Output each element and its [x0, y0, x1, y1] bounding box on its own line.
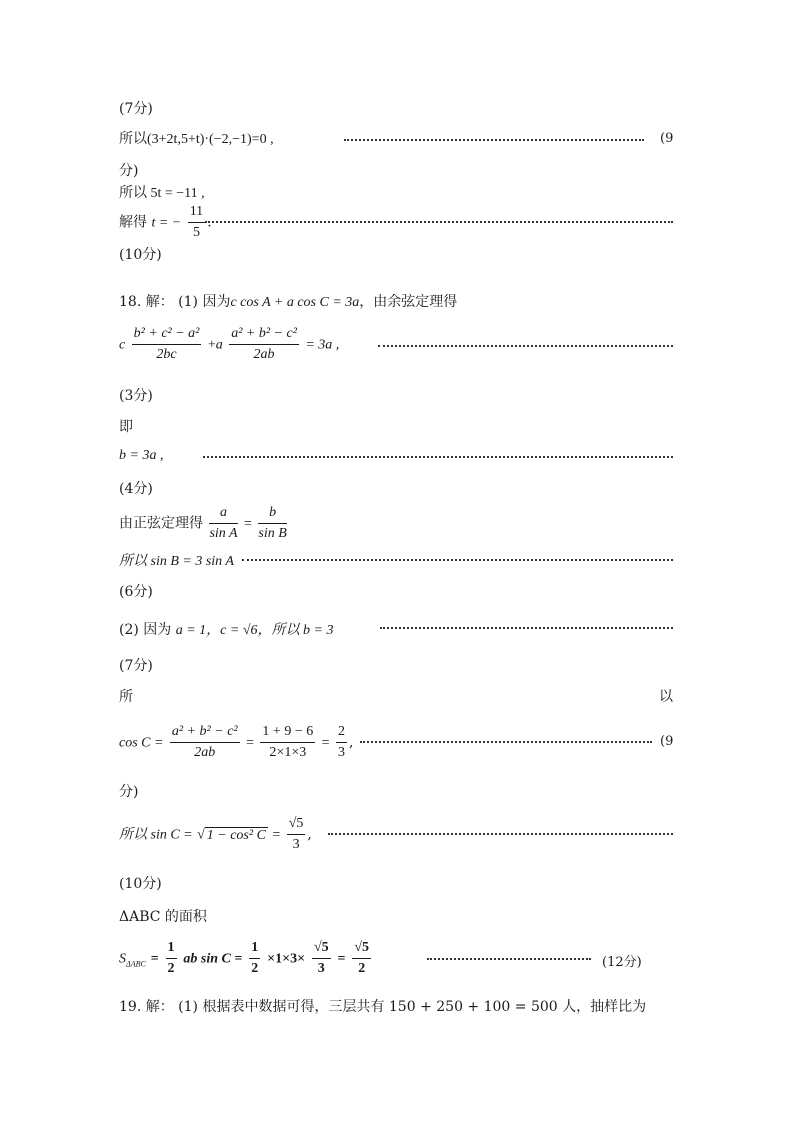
score-9-b-left: 分) — [119, 784, 139, 800]
score-3: (3分) — [119, 388, 153, 404]
dot-leader — [205, 221, 673, 223]
score-9-b-right: (9 — [660, 734, 674, 749]
part-2-given: (2) 因为 a = 1，c = √6，所以 b = 3 — [119, 622, 334, 638]
score-10-b: (10分) — [119, 876, 162, 892]
score-6: (6分) — [119, 584, 153, 600]
question-19-heading: 19. 解： (1) 根据表中数据可得，三层共有 150 + 250 + 100 = 500 人，抽样比为 — [119, 999, 647, 1015]
sinC-equation: 所以 sin C = √ 1 − cos² C = $\frac{√5}{3}$ , — [119, 816, 312, 852]
dot-leader — [378, 345, 673, 347]
area-label: ΔABC 的面积 — [119, 909, 207, 925]
dot-leader — [328, 833, 673, 835]
score-10-a: (10分) — [119, 247, 162, 263]
dot-leader — [242, 559, 673, 561]
dot-leader — [203, 456, 673, 458]
question-18-heading: 18. 解： (1) 因为c cos A + a cos C = 3a，由余弦定理得 — [119, 294, 458, 310]
ji-label: 即 — [119, 419, 133, 435]
score-4: (4分) — [119, 481, 153, 497]
cosC-equation: cos C = $\frac{\text{a² + b² − c²}}{2ab}$ = $\frac{1 + 9 - 6}{2\times 1\times 3}$ = $\frac{2}{3}$ , — [119, 724, 354, 760]
dot-leader — [380, 627, 673, 629]
dot-leader — [360, 741, 652, 743]
score-7-a: (7分) — [119, 101, 153, 117]
score-9-a-right: (9 — [660, 131, 674, 146]
equation-sinB: 所以 sin B = 3 sin A — [119, 554, 234, 569]
equation-b-3a: b = 3a , — [119, 448, 164, 463]
score-7-b: (7分) — [119, 658, 153, 674]
score-9-a-left: 分) — [119, 163, 139, 179]
suo-char: 所 — [119, 689, 133, 705]
solution-t: 解得 t = − $\frac{11}{5}$ . — [119, 204, 212, 240]
dot-leader — [427, 958, 591, 960]
yi-char: 以 — [659, 689, 673, 705]
sine-rule-equation: 由正弦定理得 $\frac{a}{\text{sin A}}$ = $\frac{b}{\text{sin B}}$ — [119, 505, 287, 541]
score-12: (12分) — [602, 955, 642, 970]
dot-leader — [344, 139, 644, 141]
cosine-rule-equation: c $\frac{\text{b² + c² − a²}}{2bc}$ +a $\frac{\text{a² + b² − c²}}{2ab}$ = 3a , — [119, 326, 340, 362]
equation-5t: 所以 5t = −11 , — [119, 186, 205, 201]
equation-dot-product: 所以(3+2t,5+t)·(−2,−1)=0 , — [119, 131, 274, 147]
area-equation: $S_{\Delta ABC}$ = $\frac{1}{2}$ ab sin C = $\frac{1}{2}$ ×1×3× $\frac{√5}{3}$ = $\frac{√5}{2}$ — [119, 940, 370, 976]
